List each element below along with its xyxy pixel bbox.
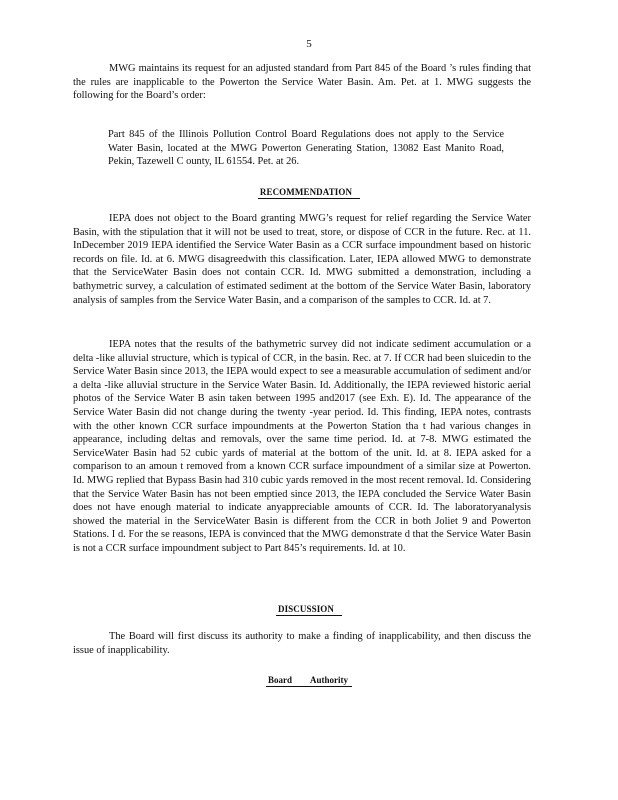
paragraph-request: MWG maintains its request for an adjusted standard from Part 845 of the Board ’s rules finding that the rules are inapplicable to the Powerton the Service Water Basin. Am. Pet. at 1. MWG suggests the following for the Board’s order: xyxy=(73,63,531,102)
paragraph-iepa-notes: IEPA notes that the results of the bathymetric survey did not indicate sediment accumulation or a delta -like alluvial structure, which is typical of CCR, in the basin. Rec. at 7. If CCR had been sluicedin to the Service Water Basin since 2013, the IEPA would expect to see a measurable accumulation of sediment and/or a delta -like alluvial structure in the Service Water Basin. Id. Additionally, the IEPA reviewed historic aerial photos of the Service Water B asin taken between 1995 and2017 (see Exh. E). Id. The appearance of the Service Water Basin did not change during the twenty -year period. Id. This finding, IEPA notes, contrasts with the other known CCR surface impoundments at the Powerton Station tha t had various changes in appearance, including deltas and removals, over the same time period. Id. at 7-8. MWG estimated the ServiceWater Basin had 52 cubic yards of material at the bottom of the unit. Id. at 8. IEPA asked for a comparison to an amoun t removed from a known CCR surface impoundment of a similar size at Powerton. Id. MWG replied that Bypass Basin had 310 cubic yards removed in the most recent removal. Id. Considering that the Service Water Basin has not been emptied since 2013, the IEPA concluded the Service Water Basin does not have enough material to indicate anyappreciable amounts of CCR. Id. The laboratoryanalysis showed the material in the ServiceWater Basin is different from the CCR in both Joliet 9 and Powerton Stations. I d. For the se reasons, IEPA is convinced that the MWG demonstrate d that the Service Water Basin is not a CCR surface impoundment subject to Part 845’s requirements. Id. at 10. xyxy=(73,339,531,554)
heading-recommendation-text: RECOMMENDATION xyxy=(258,187,360,199)
quoted-order: Part 845 of the Illinois Pollution Control Board Regulations does not apply to the Service Water Basin, located at the MWG Powerton Generating Station, 13082 East Manito Road, Pekin, Tazewell C ounty, IL 61554. Pet. at 26. xyxy=(108,129,504,168)
paragraph-iepa-objection: IEPA does not object to the Board granting MWG’s request for relief regarding the Service Water Basin, with the stipulation that it will not be used to treat, store, or dispose of CCR in the future. Rec. at 11. InDecember 2019 IEPA identified the Service Water Basin as a CCR surface impoundment based on historic records on file. Id. at 6. MWG disagreedwith this classification. Later, IEPA allowed MWG to demonstrate that the ServiceWater Basin does not contain CCR. Id. MWG submitted a demonstration, including a bathymetric survey, a calculation of estimated sediment at the bottom of the Service Water Basin, laboratory analysis of samples from the Service Water Basin, and a comparison of the samples to CCR. Id. at 7. xyxy=(73,213,531,306)
subheading-board-authority-text xyxy=(266,675,352,687)
subheading-board-word: Board xyxy=(267,675,292,685)
subheading-board-authority xyxy=(0,674,618,688)
heading-discussion xyxy=(0,603,618,617)
page-number: 5 xyxy=(306,38,312,50)
paragraph-discussion: The Board will first discuss its authority to make a finding of inapplicability, and then discuss the issue of inapplicability. xyxy=(73,631,531,656)
heading-recommendation xyxy=(0,186,618,200)
subheading-authority-word: Authority xyxy=(310,675,348,685)
heading-discussion-text: DISCUSSION xyxy=(276,604,342,616)
